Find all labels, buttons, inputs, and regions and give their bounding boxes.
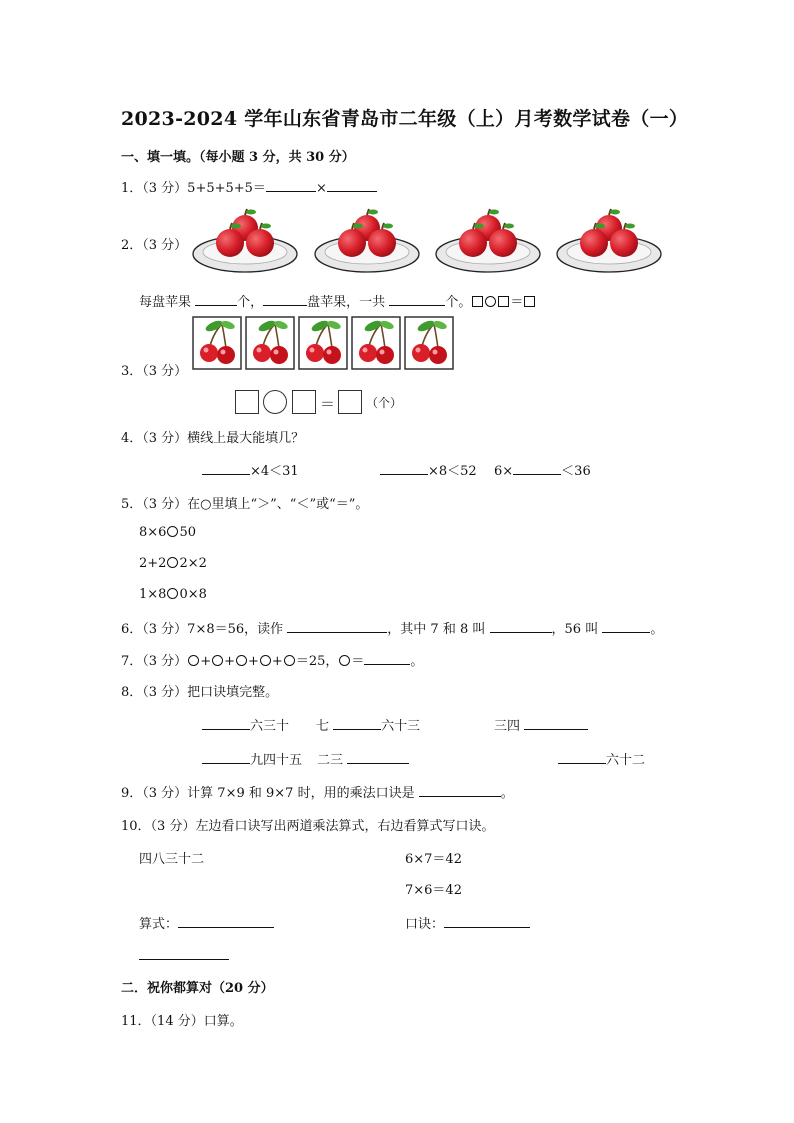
- q3-box-2[interactable]: [292, 390, 316, 414]
- q8-blank-5[interactable]: [347, 750, 409, 764]
- q9-end: 。: [500, 786, 514, 801]
- q6-text: 6．（3 分）7×8＝56，读作: [121, 622, 284, 637]
- q2-circle[interactable]: [485, 296, 496, 307]
- q10-formula-blank-1[interactable]: [178, 914, 274, 928]
- q11-prefix: 11．（14 分）口算。: [121, 1014, 243, 1029]
- q5-c-left: 1×8: [139, 587, 167, 602]
- q7-circle-4: [260, 655, 271, 666]
- q2-text-d: 个。: [445, 295, 472, 310]
- q4-text-a: ×4＜31: [250, 464, 299, 479]
- q8-item-5: [317, 749, 409, 768]
- q2-text-c: 盘苹果，一共: [307, 295, 386, 310]
- q10-koujue-label: 口诀：: [405, 917, 445, 932]
- q4-text-b: ×8＜52: [428, 464, 477, 479]
- q7-end: 。: [410, 654, 424, 669]
- q4-blank-c[interactable]: [513, 461, 561, 475]
- section1-heading: 一、填一填。（每小题 3 分，共 30 分）: [121, 150, 355, 165]
- q4-blank-b[interactable]: [380, 461, 428, 475]
- q4-text-c1: 6×: [494, 464, 514, 479]
- q8-item-6: [558, 749, 645, 768]
- q5-circle-b[interactable]: [167, 557, 178, 568]
- q1-blank-1[interactable]: [266, 178, 316, 192]
- q8-text-4: 三四: [494, 719, 521, 734]
- q8-blank-1[interactable]: [202, 716, 250, 730]
- q4-blank-a[interactable]: [202, 461, 250, 475]
- q4-text-c2: ＜36: [561, 464, 591, 479]
- q10-right-eq-2: 7×6＝42: [405, 883, 462, 898]
- q10-koujue-row: [405, 913, 530, 932]
- q9-blank[interactable]: [419, 783, 501, 797]
- q7-circle-2: [212, 655, 223, 666]
- q5-item-c: [139, 587, 207, 602]
- q7-circle-answer: [339, 655, 350, 666]
- q8-item-2: [316, 715, 420, 734]
- q2-equals: ＝: [510, 295, 524, 310]
- q7-plus-3: +: [248, 654, 259, 669]
- q2-blank-2[interactable]: [263, 292, 307, 306]
- q7-equals: ＝25，: [295, 654, 339, 669]
- q6-mid: ，其中 7 和 8 叫: [387, 622, 486, 637]
- q8-blank-6[interactable]: [558, 750, 606, 764]
- q3-circle[interactable]: [263, 390, 287, 414]
- q2-prefix: 2．（3 分）: [121, 238, 188, 253]
- q5-prefix: 5．（3 分）在○里填上“＞”、“＜”或“＝”。: [121, 497, 369, 512]
- q3-equals: ＝: [320, 395, 336, 413]
- cherry-cards-image: [192, 314, 454, 372]
- q3-prefix: 3．（3 分）: [121, 364, 188, 379]
- q8-item-3: [494, 715, 588, 734]
- q2-fill-line: [139, 291, 536, 310]
- q4-item-a: [202, 460, 299, 479]
- q9-text: 9．（3 分）计算 7×9 和 9×7 时，用的乘法口诀是: [121, 786, 415, 801]
- question-7: [121, 650, 423, 669]
- cherry-card-3: [299, 317, 347, 369]
- apple-plate-4: [557, 209, 661, 272]
- q3-unit: （个）: [366, 396, 403, 410]
- q6-blank-3[interactable]: [602, 619, 650, 633]
- apple-plate-3: [436, 209, 540, 272]
- q7-plus-2: +: [224, 654, 235, 669]
- q10-right-eq-1: 6×7＝42: [405, 852, 462, 867]
- q10-left-koujue: 四八三十二: [139, 852, 205, 867]
- q5-c-right: 0×8: [179, 587, 207, 602]
- cherry-card-5: [405, 317, 453, 369]
- q8-text-3: 六十三: [381, 719, 421, 734]
- q7-blank[interactable]: [364, 651, 410, 665]
- q7-circle-3: [236, 655, 247, 666]
- q10-koujue-blank[interactable]: [444, 914, 530, 928]
- q8-text-5: 九四十五: [250, 753, 303, 768]
- q4-item-b: [380, 460, 477, 479]
- q8-blank-2[interactable]: [333, 716, 381, 730]
- q10-formula-row: [139, 913, 274, 932]
- q8-text-7: 六十二: [606, 753, 646, 768]
- q8-item-4: [202, 749, 302, 768]
- q6-mid2: ，56 叫: [551, 622, 599, 637]
- q8-blank-3[interactable]: [524, 716, 588, 730]
- question-1: [121, 177, 377, 196]
- section2-heading: 二．祝你都算对（20 分）: [121, 981, 274, 996]
- q8-text-1: 六三十: [250, 719, 290, 734]
- q7-plus-1: +: [200, 654, 212, 669]
- q2-text-b: 个，: [237, 295, 264, 310]
- apple-plate-1: [193, 209, 297, 272]
- q5-a-left: 8×6: [139, 525, 167, 540]
- q3-box-3[interactable]: [338, 390, 362, 414]
- question-9: [121, 782, 514, 801]
- q1-times: ×: [315, 181, 327, 196]
- q10-formula-blank-2[interactable]: [139, 946, 229, 960]
- q1-blank-2[interactable]: [327, 178, 377, 192]
- q1-text: 1．（3 分）5+5+5+5＝: [121, 181, 266, 196]
- q5-circle-a[interactable]: [167, 526, 178, 537]
- q7-equals-2: ＝: [351, 654, 365, 669]
- q5-a-right: 50: [179, 525, 196, 540]
- apple-plate-2: [315, 209, 419, 272]
- q7-circle-5: [284, 655, 295, 666]
- cherry-card-4: [352, 317, 400, 369]
- q2-blank-3[interactable]: [389, 292, 445, 306]
- q2-box-1[interactable]: [472, 296, 483, 307]
- q8-item-1: [202, 715, 289, 734]
- q8-blank-4[interactable]: [202, 750, 250, 764]
- question-6: [121, 618, 663, 637]
- q2-text-a: 每盘苹果: [139, 295, 192, 310]
- q7-plus-4: +: [271, 654, 283, 669]
- q7-circle-1: [188, 655, 199, 666]
- q5-item-b: [139, 556, 207, 571]
- cherry-card-2: [246, 317, 294, 369]
- cherry-card-1: [193, 317, 241, 369]
- q5-item-a: [139, 525, 196, 540]
- q8-text-2: 七: [316, 719, 330, 734]
- q5-b-left: 2+2: [139, 556, 167, 571]
- q2-box-3[interactable]: [524, 296, 535, 307]
- q5-circle-c[interactable]: [167, 588, 178, 599]
- q10-formula-label: 算式：: [139, 917, 179, 932]
- q4-item-c: [494, 460, 591, 479]
- q10-prefix: 10．（3 分）左边看口诀写出两道乘法算式，右边看算式写口诀。: [121, 819, 495, 834]
- q8-text-6: 二三: [317, 753, 344, 768]
- q8-prefix: 8．（3 分）把口诀填完整。: [121, 685, 279, 700]
- q6-blank-1[interactable]: [287, 619, 387, 633]
- q3-box-1[interactable]: [235, 390, 259, 414]
- q2-box-2[interactable]: [498, 296, 509, 307]
- q6-end: 。: [650, 622, 664, 637]
- page-title: 2023-2024 学年山东省青岛市二年级（上）月考数学试卷（一）: [121, 108, 689, 130]
- q6-blank-2[interactable]: [490, 619, 552, 633]
- q10-formula-row-2: [139, 946, 229, 964]
- q7-text: 7．（3 分）: [121, 654, 188, 669]
- apple-plates-image: [190, 206, 665, 276]
- q5-b-right: 2×2: [179, 556, 207, 571]
- q2-blank-1[interactable]: [195, 292, 237, 306]
- q4-prefix: 4．（3 分）横线上最大能填几？: [121, 431, 305, 446]
